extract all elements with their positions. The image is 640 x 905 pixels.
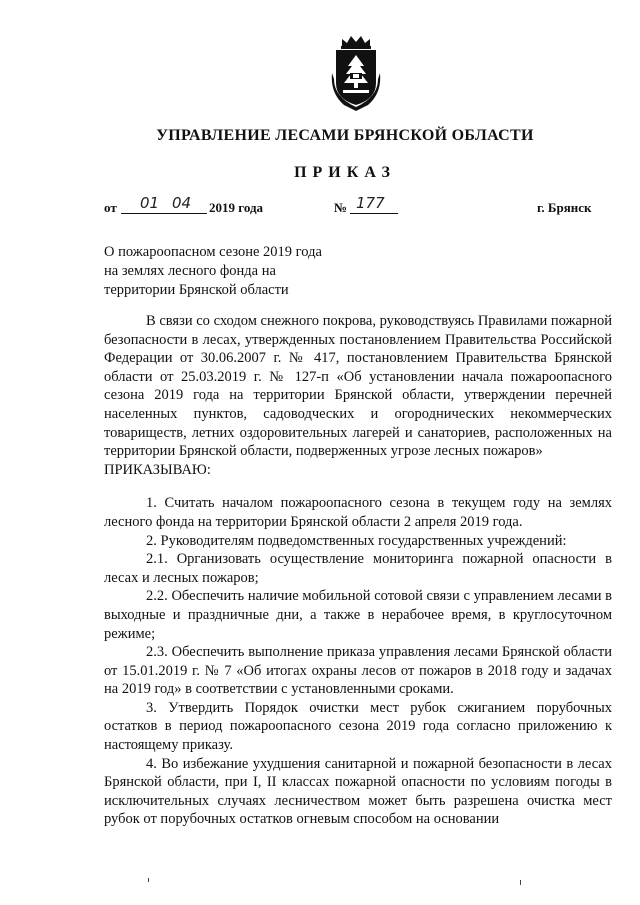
order-number: 177 bbox=[356, 194, 385, 212]
subject-line: О пожароопасном сезоне 2019 года bbox=[104, 244, 322, 260]
subject-block bbox=[104, 243, 322, 300]
city: г. Брянск bbox=[537, 200, 592, 215]
document-meta bbox=[0, 195, 640, 219]
document-body bbox=[104, 312, 612, 829]
date-line bbox=[121, 197, 207, 214]
number-prefix: № bbox=[334, 200, 348, 215]
order-item: 4. Во избежание ухудшения санитарной и пожарной безопасности в лесах Брянской области, при I, II классах пожарной опасности по условиям погоды в исключительных случаях лесничеством может быть разрешена очистка мест рубок от порубочных остатков огневым способом на основании bbox=[104, 755, 612, 828]
scan-mark bbox=[520, 880, 521, 885]
order-item: 1. Считать началом пожароопасного сезона в текущем году на землях лесного фонда на территории Брянской области 2 апреля 2019 года. bbox=[104, 495, 612, 530]
date-month: 04 bbox=[172, 194, 192, 212]
order-item: 2. Руководителям подведомственных государственных учреждений: bbox=[146, 532, 567, 549]
order-item: 3. Утвердить Порядок очистки мест рубок сжиганием порубочных остатков в период пожароопасного сезона 2019 года согласно приложению к настоящему приказу. bbox=[104, 699, 612, 754]
subject-line: на землях лесного фонда на bbox=[104, 263, 276, 279]
preamble-paragraph: В связи со сходом снежного покрова, руководствуясь Правилами пожарной безопасности в лесах, утвержденных постановлением Правительства Российской Федерации от 30.06.2007 г. № 417, постановлением Правительства Брянской области от 25.03.2019 г. № 127-п «Об установлении начала пожароопасного сезона 2019 года на территории Брянской области, утверждении перечней населенных пунктов, садоводческих и огороднических некоммерческих товариществ, летних оздоровительных лагерей и санаториев, расположенных на территории Брянской области, подверженных угрозе лесных пожаров» bbox=[104, 313, 612, 460]
order-word: ПРИКАЗЫВАЮ: bbox=[104, 461, 211, 478]
coat-of-arms-icon bbox=[328, 33, 384, 113]
scan-mark bbox=[148, 878, 149, 882]
order-item: 2.3. Обеспечить выполнение приказа управления лесами Брянской области от 15.01.2019 г. № 7 «Об итогах охраны лесов от пожаров в 2018 году и задачах на 2019 год» в соответствии с установленными сроками. bbox=[104, 644, 612, 698]
date-day: 01 bbox=[140, 194, 160, 212]
order-item: 2.2. Обеспечить наличие мобильной сотовой связи с управлением лесами в выходные и праздничные дни, а также в нерабочее время, в круглосуточном режиме; bbox=[104, 588, 612, 642]
date-year: 2019 года bbox=[209, 200, 264, 215]
subject-line: территории Брянской области bbox=[104, 282, 289, 298]
order-item: 2.1. Организовать осуществление мониторинга пожарной опасности в лесах и лесных пожаров; bbox=[104, 551, 612, 586]
organization-name: УПРАВЛЕНИЕ ЛЕСАМИ БРЯНСКОЙ ОБЛАСТИ bbox=[156, 127, 534, 144]
document-title: ПРИКАЗ bbox=[294, 164, 396, 181]
date-prefix: от bbox=[104, 200, 117, 215]
